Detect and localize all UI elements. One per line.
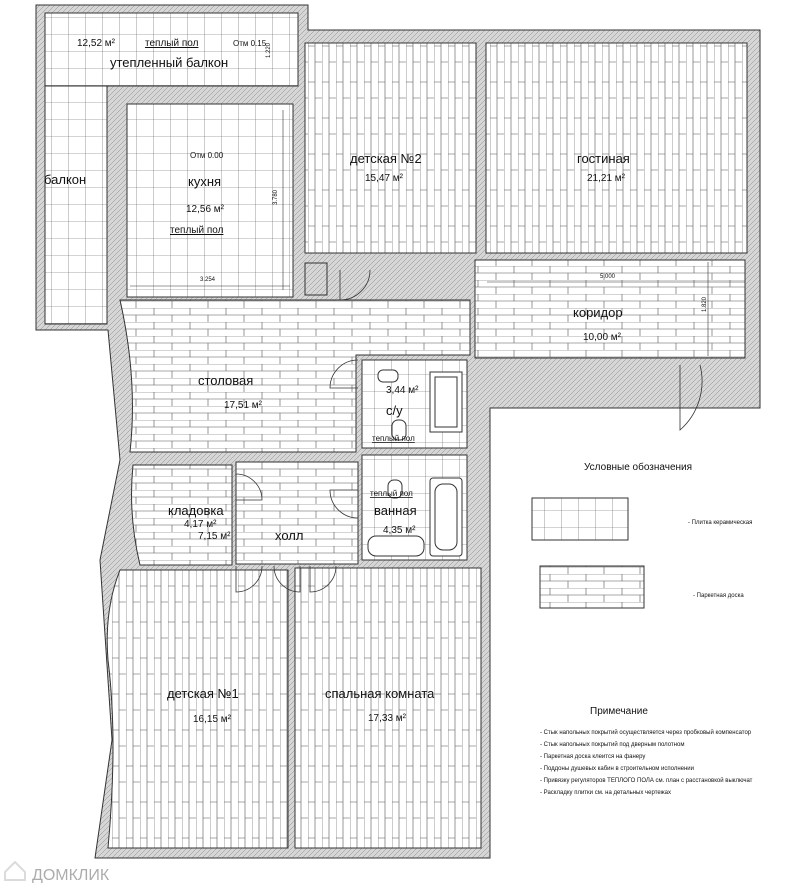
insulated-balcony-name: утепленный балкон xyxy=(110,55,229,70)
wc-name: с/у xyxy=(386,403,403,418)
kids1-name: детская №1 xyxy=(167,686,239,701)
dining-area: 17,51 м² xyxy=(224,400,263,411)
kids2-floor xyxy=(305,43,476,253)
shaft xyxy=(305,263,327,295)
storage-area: 4,17 м² xyxy=(184,519,217,530)
wc-sink xyxy=(378,370,398,382)
corridor-dim-v: 1.820 xyxy=(702,296,708,312)
kitchen-floor-note: теплый пол xyxy=(170,225,224,236)
insulated-balcony-area: 12,52 м² xyxy=(77,38,116,49)
hall-area: 7,15 м² xyxy=(198,531,231,542)
notes xyxy=(540,706,753,796)
insulated-balcony-dim: 1.220 xyxy=(266,42,272,58)
kitchen-dim-h: 3.254 xyxy=(200,277,216,283)
bedroom-name: спальная комната xyxy=(325,686,435,701)
note-item: - Стык напольных покрытий осуществляется через пробковый компенсатор xyxy=(540,730,752,736)
corridor-dim-h: 5.000 xyxy=(600,274,616,280)
wc-floor-note: теплый пол xyxy=(372,434,415,443)
note-item: - Привязку регуляторов ТЕПЛОГО ПОЛА см. план с расстановкой выключат xyxy=(540,778,753,784)
kids1-floor xyxy=(107,570,288,848)
bath-sink xyxy=(368,536,424,556)
living-name: гостиная xyxy=(577,151,630,166)
balcony-name: балкон xyxy=(44,172,87,187)
note-item: - Стык напольных покрытий под дверным полотном xyxy=(540,742,685,748)
hall-floor xyxy=(236,462,358,564)
balcony-floor xyxy=(45,86,107,324)
note-item: - Поддоны душевых кабин в строительном исполнении xyxy=(540,766,694,772)
living-area: 21,21 м² xyxy=(587,173,626,184)
kitchen-floor xyxy=(127,104,293,297)
legend-parquet-label: - Паркетная доска xyxy=(693,593,744,599)
bath-floor-note: теплый пол xyxy=(370,489,413,498)
legend-tile-swatch[interactable] xyxy=(532,498,628,540)
watermark-text: ДОМКЛИК xyxy=(32,867,110,883)
insulated-balcony-floor xyxy=(45,13,298,86)
hall-name: холл xyxy=(275,528,304,543)
kitchen-area: 12,56 м² xyxy=(186,204,225,215)
storage-name: кладовка xyxy=(168,503,224,518)
wc-area: 3,44 м² xyxy=(386,385,419,396)
kitchen-level: Отм 0.00 xyxy=(190,151,224,160)
insulated-balcony-level: Отм 0.15 xyxy=(233,39,267,48)
bath-name: ванная xyxy=(374,503,417,518)
living-floor xyxy=(486,43,747,253)
bath-area: 4,35 м² xyxy=(383,525,416,536)
kitchen-dim-v: 3.780 xyxy=(273,189,279,205)
note-item: - Раскладку плитки см. на детальных чертежах xyxy=(540,790,672,796)
bedroom-area: 17,33 м² xyxy=(368,713,407,724)
legend-title: Условные обозначения xyxy=(584,462,693,473)
note-item: - Паркетная доска клеится на фанеру xyxy=(540,754,646,760)
house-icon xyxy=(5,862,25,880)
kids1-area: 16,15 м² xyxy=(193,714,232,725)
legend-parquet-swatch[interactable] xyxy=(540,566,644,608)
kids2-area: 15,47 м² xyxy=(365,173,404,184)
watermark xyxy=(5,862,110,883)
dining-name: столовая xyxy=(198,373,254,388)
kitchen-name: кухня xyxy=(188,174,222,189)
bedroom-floor xyxy=(295,568,481,848)
notes-title: Примечание xyxy=(590,706,648,717)
kids2-name: детская №2 xyxy=(350,151,422,166)
corridor-name: коридор xyxy=(573,305,623,320)
insulated-balcony-floor-note: теплый пол xyxy=(145,38,199,49)
corridor-area: 10,00 м² xyxy=(583,332,622,343)
legend-tile-label: - Плитка керамическая xyxy=(688,520,753,526)
